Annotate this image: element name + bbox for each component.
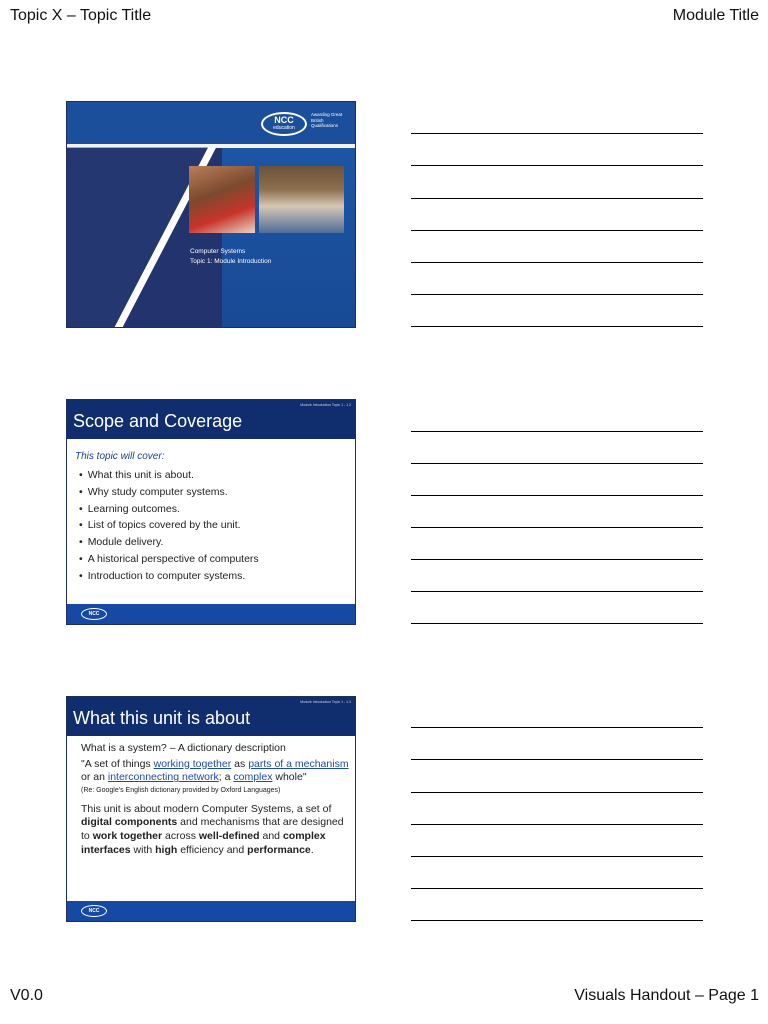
- note-line: [411, 198, 703, 199]
- ncc-logo-small: NCC: [81, 905, 107, 917]
- slide-3-footer: [67, 901, 355, 921]
- dictionary-reference: (Re: Google's English dictionary provided by Oxford Languages): [81, 786, 281, 794]
- slide-3-body: [81, 742, 351, 857]
- header-module-title: Module Title: [672, 7, 759, 24]
- dictionary-quote: "A set of things working together as parts of a mechanism or an interconnecting network; a complex whole": [81, 757, 349, 784]
- note-line: [411, 431, 703, 432]
- bullet-item: • Module delivery.: [79, 534, 259, 551]
- group-photo: [259, 166, 344, 233]
- slide-1-title: [66, 101, 356, 328]
- student-photo: [189, 166, 255, 233]
- slide-2-title-bar: [67, 400, 355, 439]
- note-line: [411, 759, 703, 760]
- note-line: [411, 824, 703, 825]
- note-line: [411, 591, 703, 592]
- note-line: [411, 623, 703, 624]
- slide-1-title-text: [190, 247, 271, 267]
- link-working-together[interactable]: working together: [153, 757, 232, 770]
- note-line: [411, 495, 703, 496]
- note-line: [411, 856, 703, 857]
- system-question: What is a system? – A dictionary description: [81, 742, 286, 754]
- slide-3-unit-about: [66, 696, 356, 922]
- note-line: [411, 133, 703, 134]
- note-line: [411, 165, 703, 166]
- header-topic-title: Topic X – Topic Title: [10, 7, 152, 24]
- bullet-item: • Introduction to computer systems.: [79, 568, 259, 585]
- award-tagline: Awarding Great British Qualifications: [311, 112, 343, 128]
- slide-3-title-bar: [67, 697, 355, 736]
- slide-2-footer: [67, 604, 355, 624]
- footer-version: V0.0: [10, 987, 43, 1004]
- slide-2-title: Scope and Coverage: [73, 411, 243, 431]
- link-complex[interactable]: complex: [233, 771, 273, 784]
- bullet-item: • Why study computer systems.: [79, 484, 259, 501]
- course-name: Computer Systems: [190, 248, 246, 255]
- footer-page: Visuals Handout – Page 1: [574, 987, 759, 1004]
- topic-name: Topic 1: Module Introduction: [190, 258, 272, 265]
- bullet-item: • What this unit is about.: [79, 467, 259, 484]
- bullet-item: • List of topics covered by the unit.: [79, 517, 259, 534]
- slide-2-subhead: This topic will cover:: [75, 451, 165, 462]
- note-line: [411, 559, 703, 560]
- note-line: [411, 792, 703, 793]
- note-line: [411, 727, 703, 728]
- ncc-logo-small: NCC: [81, 608, 107, 620]
- link-interconnecting-network[interactable]: interconnecting network: [107, 771, 219, 784]
- slide-3-slide-number: Module Introduction Topic 1 - 1.3: [300, 700, 351, 704]
- unit-description: This unit is about modern Computer Systems, a set of digital components and mechanisms that are designed to work together across well-defined and complex interfaces with high efficiency and performance.: [81, 802, 344, 856]
- slide-2-bullet-list: [79, 467, 259, 585]
- slide-2-slide-number: Module Introduction Topic 1 - 1.2: [300, 403, 351, 407]
- bullet-item: • Learning outcomes.: [79, 501, 259, 518]
- slide-3-title: What this unit is about: [73, 708, 251, 728]
- note-line: [411, 888, 703, 889]
- note-line: [411, 294, 703, 295]
- note-line: [411, 262, 703, 263]
- note-line: [411, 527, 703, 528]
- note-line: [411, 920, 703, 921]
- slide-2-scope: [66, 399, 356, 625]
- link-parts-of-a-mechanism[interactable]: parts of a mechanism: [248, 757, 349, 770]
- note-line: [411, 230, 703, 231]
- bullet-item: • A historical perspective of computers: [79, 551, 259, 568]
- note-line: [411, 326, 703, 327]
- note-line: [411, 463, 703, 464]
- ncc-logo: NCC education: [261, 112, 307, 136]
